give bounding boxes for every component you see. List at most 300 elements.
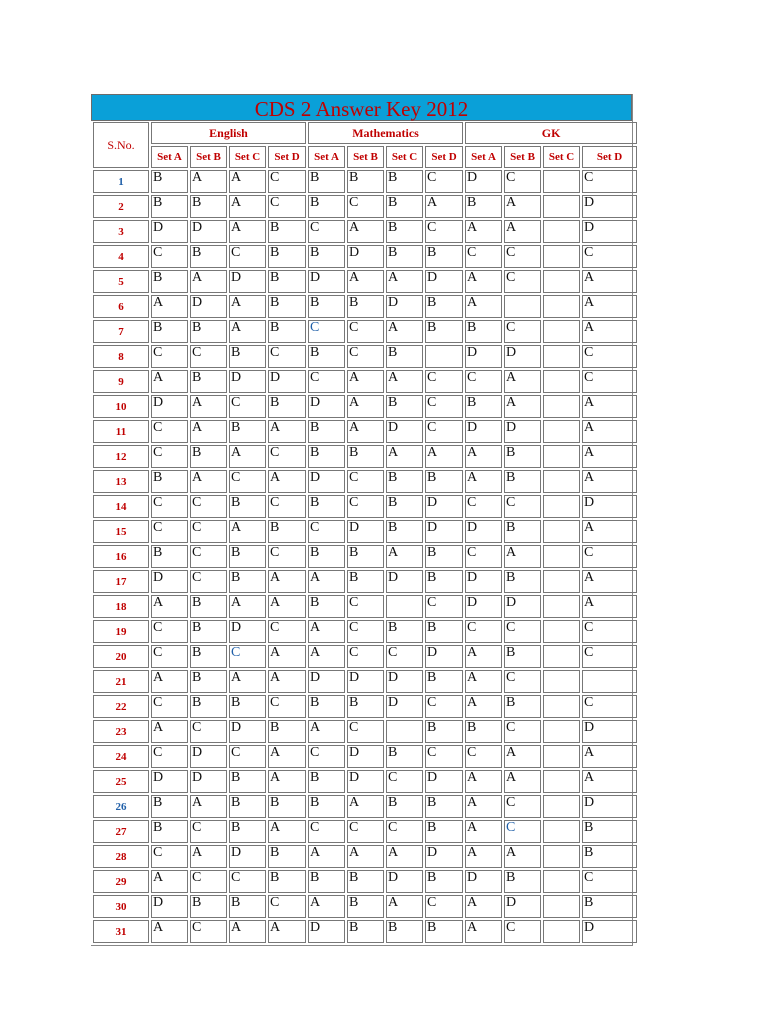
group-header-gk: GK	[465, 122, 637, 144]
answer-cell	[543, 720, 580, 743]
question-number: 31	[93, 920, 149, 943]
set-header: Set D	[425, 146, 463, 168]
answer-cell	[543, 620, 580, 643]
answer-key-table	[91, 120, 639, 945]
answer-cell: B	[425, 795, 463, 818]
answer-cell: B	[190, 895, 227, 918]
set-header: Set C	[543, 146, 580, 168]
set-header: Set A	[151, 146, 188, 168]
answer-cell: B	[268, 870, 306, 893]
table-row	[93, 695, 637, 718]
answer-cell	[543, 420, 580, 443]
group-header-mathematics: Mathematics	[308, 122, 463, 144]
answer-cell	[543, 595, 580, 618]
answer-cell	[543, 645, 580, 668]
answer-cell: D	[347, 770, 384, 793]
answer-cell: A	[347, 220, 384, 243]
answer-cell: D	[229, 620, 266, 643]
answer-cell: C	[151, 520, 188, 543]
answer-cell: B	[504, 695, 541, 718]
table-row	[93, 645, 637, 668]
answer-cell: A	[151, 670, 188, 693]
answer-cell: C	[386, 820, 423, 843]
answer-cell: A	[268, 745, 306, 768]
answer-cell: A	[347, 270, 384, 293]
answer-cell: C	[386, 645, 423, 668]
answer-cell: C	[504, 170, 541, 193]
answer-cell	[543, 445, 580, 468]
answer-cell: D	[308, 470, 345, 493]
answer-cell: D	[582, 720, 637, 743]
answer-cell: B	[308, 445, 345, 468]
answer-cell: D	[425, 770, 463, 793]
answer-cell: D	[425, 845, 463, 868]
answer-cell: A	[229, 295, 266, 318]
answer-cell: C	[229, 745, 266, 768]
question-number: 18	[93, 595, 149, 618]
answer-cell: A	[504, 845, 541, 868]
answer-cell: A	[465, 795, 502, 818]
answer-cell: B	[308, 545, 345, 568]
page-title: CDS 2 Answer Key 2012	[91, 94, 632, 121]
answer-cell: C	[268, 620, 306, 643]
answer-cell: C	[190, 345, 227, 368]
set-header: Set B	[347, 146, 384, 168]
answer-cell: B	[425, 545, 463, 568]
answer-cell: B	[425, 870, 463, 893]
answer-cell: A	[229, 195, 266, 218]
answer-cell: D	[386, 695, 423, 718]
answer-cell: A	[504, 395, 541, 418]
answer-cell: D	[308, 270, 345, 293]
answer-cell: B	[268, 520, 306, 543]
answer-cell: B	[425, 670, 463, 693]
answer-cell: D	[465, 420, 502, 443]
answer-cell	[543, 795, 580, 818]
answer-cell: B	[190, 445, 227, 468]
answer-cell: B	[504, 870, 541, 893]
table-row	[93, 495, 637, 518]
answer-cell: C	[268, 345, 306, 368]
table-row	[93, 470, 637, 493]
answer-cell: A	[582, 395, 637, 418]
answer-cell: B	[151, 795, 188, 818]
answer-cell: A	[229, 170, 266, 193]
answer-cell: B	[151, 320, 188, 343]
answer-cell: A	[190, 845, 227, 868]
answer-cell: A	[268, 820, 306, 843]
answer-cell: D	[425, 645, 463, 668]
answer-cell: C	[504, 270, 541, 293]
answer-cell: D	[229, 720, 266, 743]
answer-cell: A	[582, 520, 637, 543]
answer-cell: C	[151, 495, 188, 518]
answer-cell: B	[465, 320, 502, 343]
answer-cell	[543, 770, 580, 793]
answer-cell: B	[425, 570, 463, 593]
answer-cell: B	[308, 195, 345, 218]
answer-cell: A	[465, 920, 502, 943]
answer-cell: A	[190, 395, 227, 418]
answer-cell: A	[582, 270, 637, 293]
answer-cell: B	[229, 420, 266, 443]
question-number: 16	[93, 545, 149, 568]
answer-cell: C	[582, 645, 637, 668]
answer-cell: C	[268, 195, 306, 218]
table-row	[93, 620, 637, 643]
answer-cell: C	[347, 720, 384, 743]
answer-cell: C	[151, 845, 188, 868]
table-row	[93, 795, 637, 818]
answer-cell: C	[465, 745, 502, 768]
answer-cell: A	[386, 270, 423, 293]
answer-cell: A	[386, 445, 423, 468]
answer-cell: D	[465, 570, 502, 593]
table-row	[93, 320, 637, 343]
answer-cell: B	[229, 795, 266, 818]
answer-cell: D	[308, 395, 345, 418]
table-row	[93, 595, 637, 618]
answer-cell: D	[582, 920, 637, 943]
answer-cell: A	[504, 770, 541, 793]
answer-cell: A	[465, 845, 502, 868]
answer-cell: B	[151, 170, 188, 193]
table-row	[93, 220, 637, 243]
answer-cell: C	[308, 370, 345, 393]
answer-cell	[543, 495, 580, 518]
answer-cell: B	[386, 495, 423, 518]
answer-cell: A	[190, 470, 227, 493]
answer-cell: A	[268, 645, 306, 668]
question-number: 3	[93, 220, 149, 243]
answer-cell: B	[308, 770, 345, 793]
question-number: 13	[93, 470, 149, 493]
table-row	[93, 895, 637, 918]
answer-rows	[93, 170, 637, 943]
answer-cell: D	[425, 520, 463, 543]
answer-cell: B	[151, 470, 188, 493]
table-row	[93, 745, 637, 768]
question-number: 29	[93, 870, 149, 893]
answer-cell: D	[386, 570, 423, 593]
set-header: Set D	[582, 146, 637, 168]
set-header: Set C	[229, 146, 266, 168]
answer-cell: C	[465, 370, 502, 393]
answer-cell: D	[582, 195, 637, 218]
answer-cell: C	[347, 470, 384, 493]
answer-cell: B	[190, 595, 227, 618]
answer-cell: A	[504, 370, 541, 393]
answer-cell: A	[386, 370, 423, 393]
answer-cell	[543, 470, 580, 493]
set-header-row	[93, 146, 637, 168]
answer-cell: D	[465, 345, 502, 368]
answer-cell: B	[386, 245, 423, 268]
answer-cell: B	[425, 245, 463, 268]
answer-cell: B	[386, 620, 423, 643]
question-number: 11	[93, 420, 149, 443]
answer-cell: D	[504, 345, 541, 368]
answer-cell: C	[190, 920, 227, 943]
answer-cell: B	[386, 795, 423, 818]
answer-cell: B	[386, 470, 423, 493]
answer-cell: B	[229, 895, 266, 918]
answer-cell: D	[308, 670, 345, 693]
answer-cell: D	[151, 770, 188, 793]
answer-cell: C	[425, 170, 463, 193]
answer-cell: D	[347, 245, 384, 268]
answer-cell: C	[190, 520, 227, 543]
answer-cell: C	[582, 620, 637, 643]
answer-cell: B	[582, 845, 637, 868]
answer-cell: B	[268, 270, 306, 293]
answer-cell: C	[151, 695, 188, 718]
answer-cell: C	[268, 695, 306, 718]
answer-cell: C	[190, 495, 227, 518]
answer-cell: D	[465, 595, 502, 618]
answer-cell	[582, 670, 637, 693]
answer-cell: C	[308, 820, 345, 843]
answer-cell: B	[268, 220, 306, 243]
answer-cell: D	[504, 420, 541, 443]
answer-cell: B	[308, 245, 345, 268]
answer-cell: A	[268, 570, 306, 593]
answer-cell: D	[190, 770, 227, 793]
answer-cell: C	[582, 695, 637, 718]
answer-cell: D	[190, 745, 227, 768]
answer-cell: A	[347, 420, 384, 443]
answer-cell: C	[268, 895, 306, 918]
answer-cell	[543, 920, 580, 943]
answer-cell: A	[582, 320, 637, 343]
answer-cell: A	[347, 370, 384, 393]
answer-cell: A	[347, 795, 384, 818]
answer-cell: B	[268, 245, 306, 268]
answer-cell: C	[229, 870, 266, 893]
answer-cell: D	[386, 295, 423, 318]
answer-cell	[425, 345, 463, 368]
answer-cell: A	[386, 545, 423, 568]
answer-key-table-container	[91, 94, 633, 946]
answer-cell: A	[268, 595, 306, 618]
answer-cell: D	[151, 220, 188, 243]
answer-cell: A	[229, 670, 266, 693]
answer-cell: B	[425, 295, 463, 318]
answer-cell: C	[582, 870, 637, 893]
answer-cell: B	[268, 395, 306, 418]
table-row	[93, 245, 637, 268]
answer-cell	[543, 320, 580, 343]
answer-cell: B	[229, 820, 266, 843]
answer-cell: B	[268, 320, 306, 343]
answer-cell: C	[151, 445, 188, 468]
answer-cell: A	[229, 320, 266, 343]
answer-cell	[543, 670, 580, 693]
answer-cell: C	[425, 895, 463, 918]
question-number: 1	[93, 170, 149, 193]
question-number: 17	[93, 570, 149, 593]
question-number: 19	[93, 620, 149, 643]
answer-cell: D	[386, 420, 423, 443]
answer-cell: B	[190, 195, 227, 218]
answer-cell: C	[308, 220, 345, 243]
answer-cell: B	[582, 820, 637, 843]
answer-cell: D	[465, 870, 502, 893]
answer-cell: C	[347, 820, 384, 843]
answer-cell: B	[190, 620, 227, 643]
answer-cell: A	[504, 545, 541, 568]
answer-cell: B	[386, 920, 423, 943]
answer-cell: B	[582, 895, 637, 918]
answer-cell	[543, 820, 580, 843]
answer-cell: C	[425, 420, 463, 443]
answer-cell: A	[465, 270, 502, 293]
answer-cell: A	[268, 770, 306, 793]
answer-cell: A	[465, 670, 502, 693]
answer-cell: D	[504, 595, 541, 618]
answer-cell: A	[386, 320, 423, 343]
answer-cell: C	[504, 495, 541, 518]
answer-cell: C	[308, 320, 345, 343]
answer-cell: B	[425, 620, 463, 643]
answer-cell	[543, 270, 580, 293]
set-header: Set A	[308, 146, 345, 168]
answer-cell: C	[151, 420, 188, 443]
table-row	[93, 295, 637, 318]
answer-cell: C	[582, 345, 637, 368]
answer-cell	[543, 695, 580, 718]
table-row	[93, 870, 637, 893]
answer-cell: A	[151, 720, 188, 743]
answer-cell: C	[268, 445, 306, 468]
table-row	[93, 720, 637, 743]
answer-cell: C	[347, 595, 384, 618]
question-number: 5	[93, 270, 149, 293]
question-number: 8	[93, 345, 149, 368]
set-header: Set B	[190, 146, 227, 168]
answer-cell: C	[229, 395, 266, 418]
question-number: 12	[93, 445, 149, 468]
answer-cell: D	[425, 270, 463, 293]
answer-cell: B	[465, 395, 502, 418]
answer-cell: B	[308, 795, 345, 818]
answer-cell: A	[582, 445, 637, 468]
answer-cell: B	[504, 645, 541, 668]
question-number: 14	[93, 495, 149, 518]
answer-cell: A	[229, 595, 266, 618]
answer-cell: A	[347, 395, 384, 418]
answer-cell: A	[504, 195, 541, 218]
question-number: 24	[93, 745, 149, 768]
answer-cell: C	[347, 495, 384, 518]
answer-cell: C	[347, 645, 384, 668]
answer-cell: B	[151, 820, 188, 843]
answer-cell: D	[582, 795, 637, 818]
answer-cell	[543, 220, 580, 243]
answer-cell: C	[151, 245, 188, 268]
answer-cell: C	[425, 745, 463, 768]
question-number: 28	[93, 845, 149, 868]
answer-cell	[543, 295, 580, 318]
answer-cell: B	[229, 570, 266, 593]
question-number: 23	[93, 720, 149, 743]
question-number: 30	[93, 895, 149, 918]
answer-cell: B	[308, 695, 345, 718]
answer-cell: C	[190, 870, 227, 893]
answer-cell: D	[308, 920, 345, 943]
answer-cell: D	[229, 270, 266, 293]
answer-cell: C	[347, 320, 384, 343]
answer-cell: C	[190, 570, 227, 593]
answer-cell: A	[308, 720, 345, 743]
answer-cell: A	[465, 220, 502, 243]
answer-cell: B	[504, 445, 541, 468]
answer-cell: A	[308, 845, 345, 868]
answer-cell: D	[190, 295, 227, 318]
group-header-english: English	[151, 122, 306, 144]
answer-cell: C	[268, 545, 306, 568]
answer-cell: A	[465, 820, 502, 843]
answer-cell: D	[151, 395, 188, 418]
answer-cell: A	[465, 770, 502, 793]
answer-cell: A	[308, 570, 345, 593]
answer-cell: B	[308, 295, 345, 318]
answer-cell: C	[268, 495, 306, 518]
answer-cell: D	[582, 495, 637, 518]
answer-cell: A	[465, 895, 502, 918]
answer-cell: B	[190, 370, 227, 393]
answer-cell: D	[582, 220, 637, 243]
answer-cell: B	[347, 895, 384, 918]
answer-cell: C	[504, 795, 541, 818]
answer-cell: C	[229, 645, 266, 668]
answer-cell: C	[229, 245, 266, 268]
answer-cell: B	[190, 645, 227, 668]
answer-cell: A	[465, 445, 502, 468]
answer-cell	[543, 395, 580, 418]
answer-cell: C	[190, 720, 227, 743]
table-row	[93, 445, 637, 468]
answer-cell: D	[190, 220, 227, 243]
answer-cell	[543, 170, 580, 193]
answer-cell: A	[308, 620, 345, 643]
answer-cell: B	[347, 695, 384, 718]
answer-cell: C	[504, 670, 541, 693]
answer-cell: B	[308, 345, 345, 368]
question-number: 15	[93, 520, 149, 543]
answer-cell: A	[425, 195, 463, 218]
answer-cell: C	[465, 620, 502, 643]
answer-cell: B	[425, 820, 463, 843]
answer-cell: D	[465, 170, 502, 193]
answer-cell: C	[504, 720, 541, 743]
answer-cell	[543, 845, 580, 868]
answer-cell: C	[582, 245, 637, 268]
table-row	[93, 920, 637, 943]
answer-cell	[543, 345, 580, 368]
table-row	[93, 170, 637, 193]
answer-cell: C	[151, 745, 188, 768]
answer-cell: B	[308, 595, 345, 618]
answer-cell: A	[229, 220, 266, 243]
answer-cell: B	[268, 295, 306, 318]
answer-cell: C	[386, 770, 423, 793]
answer-cell	[543, 520, 580, 543]
question-number: 27	[93, 820, 149, 843]
table-row	[93, 395, 637, 418]
answer-cell: C	[190, 820, 227, 843]
answer-cell: B	[190, 320, 227, 343]
